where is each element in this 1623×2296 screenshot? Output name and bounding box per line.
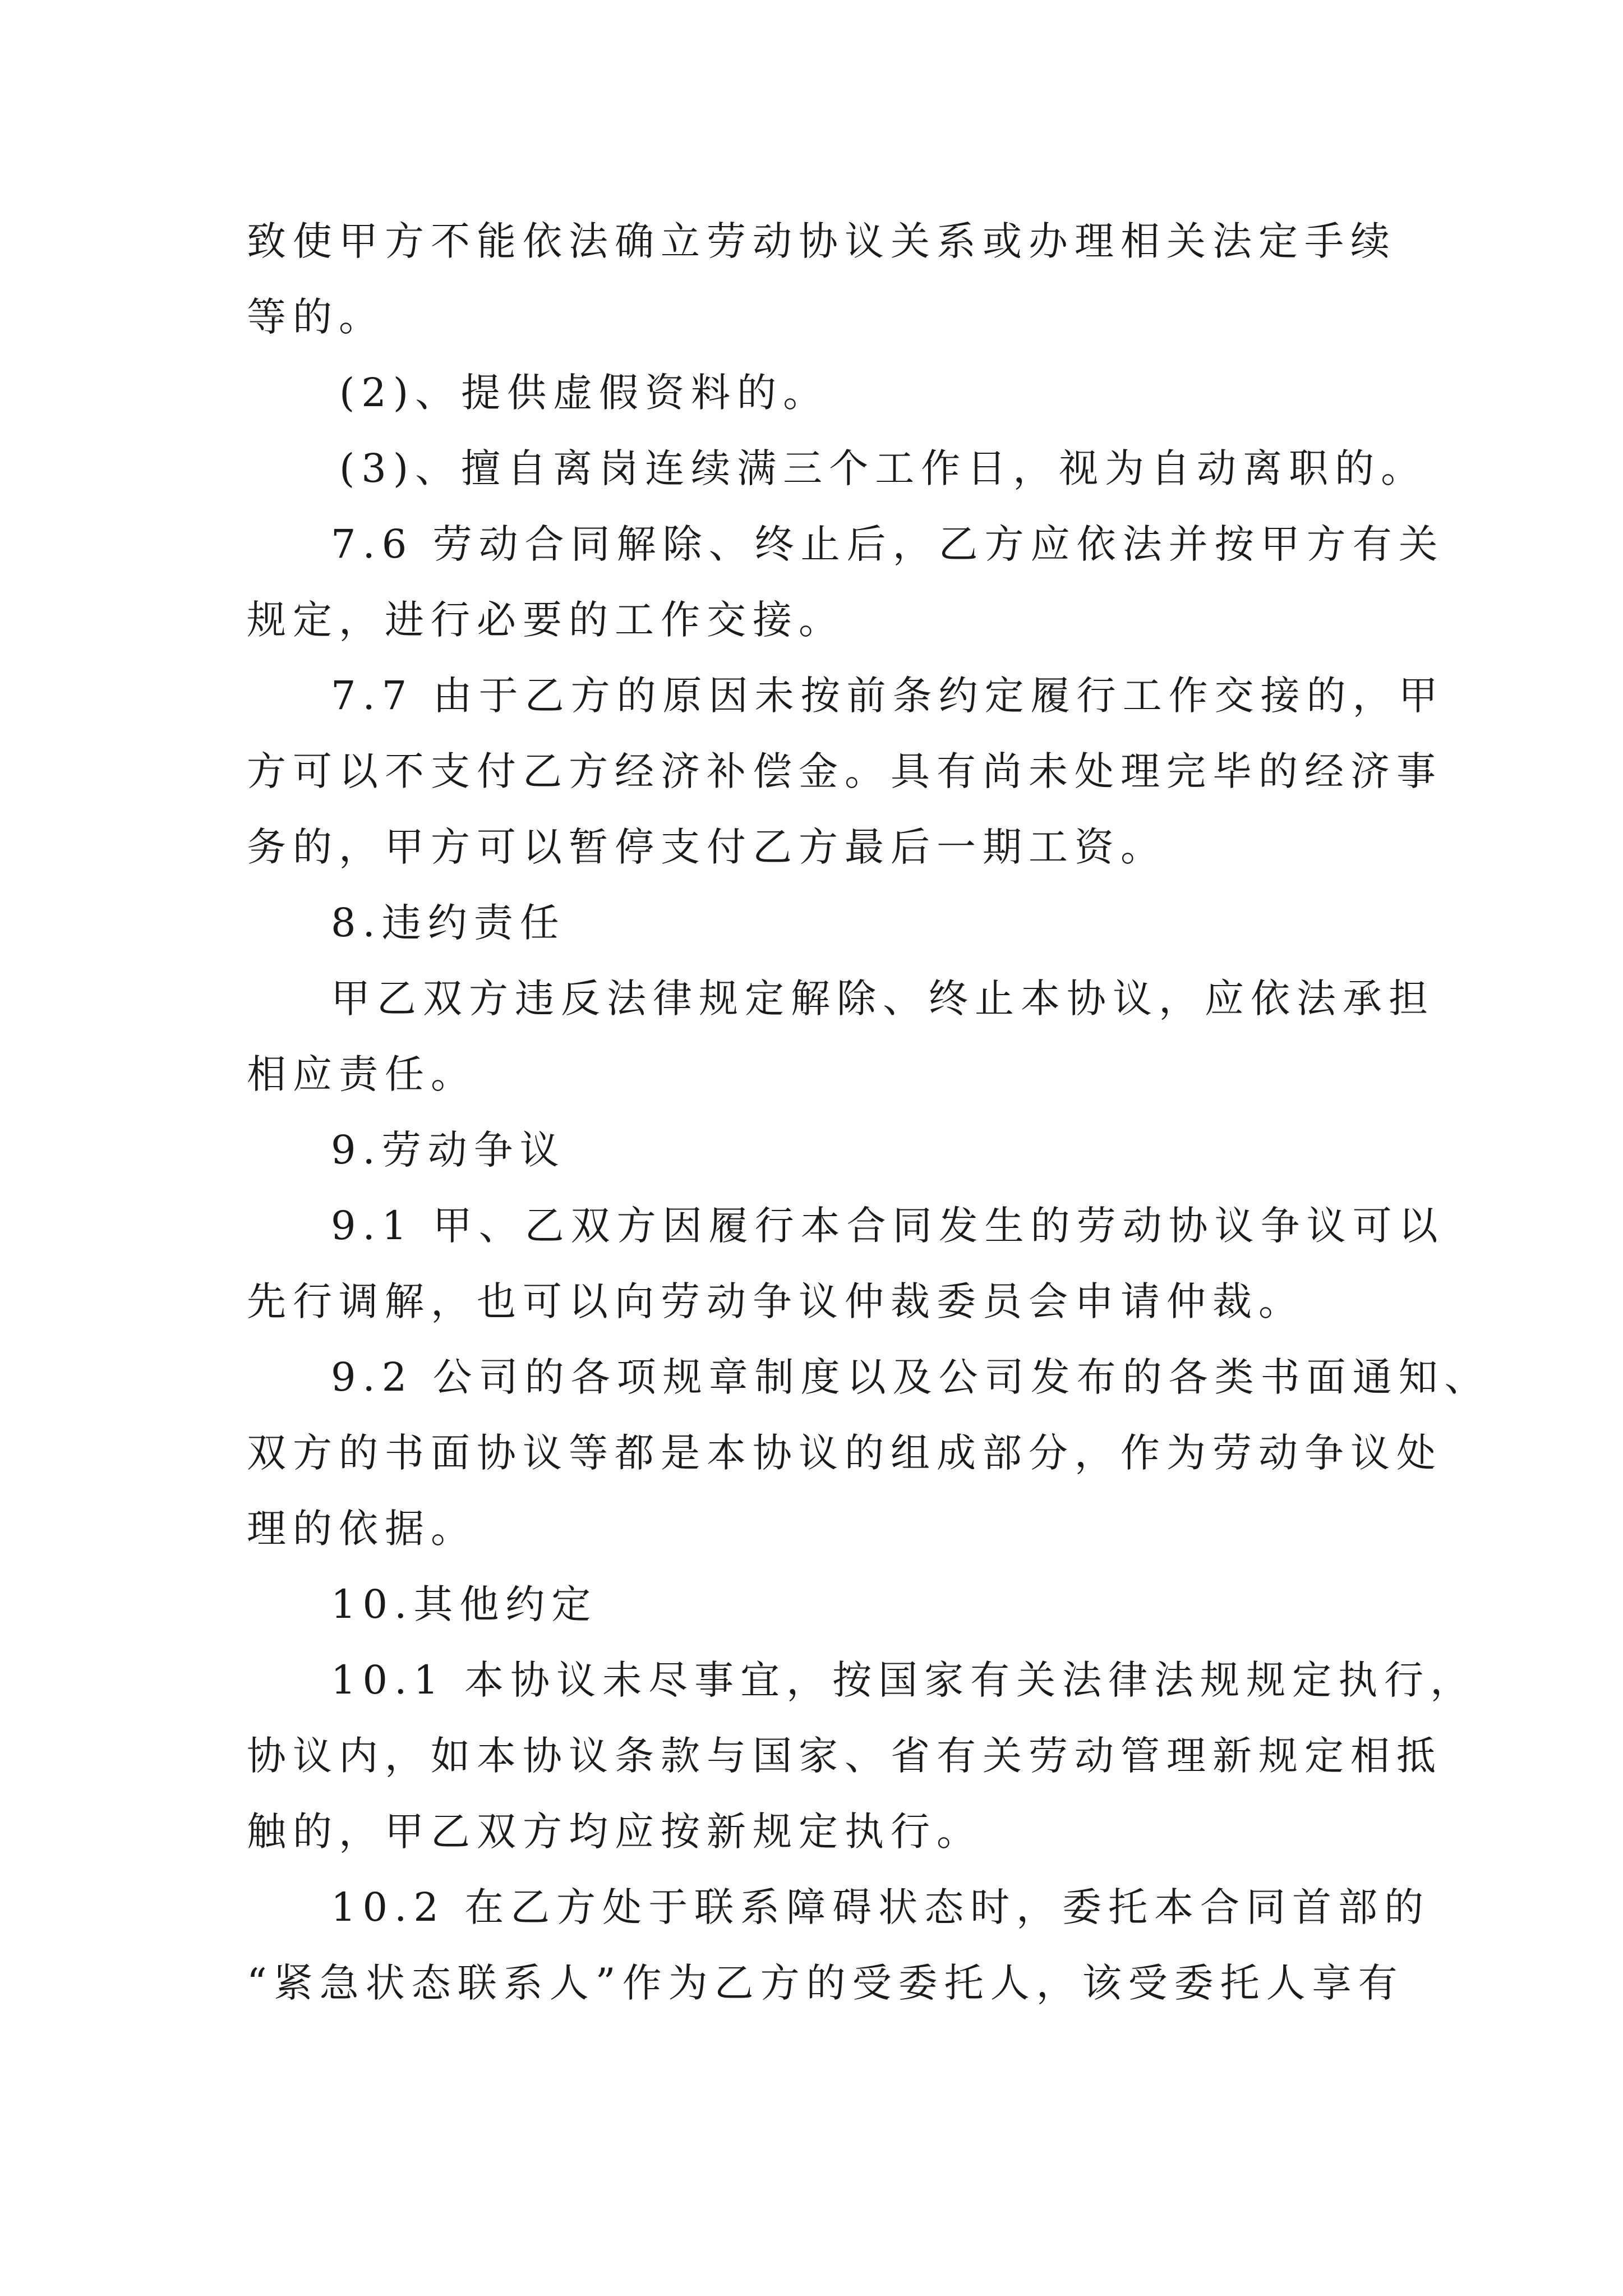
body-text-line: 相应责任。 (247, 1051, 477, 1097)
clause-9-2: 9.2 公司的各项规章制度以及公司发布的各类书面通知、 (331, 1354, 1491, 1400)
list-item-3: (3)、擅自离岗连续满三个工作日，视为自动离职的。 (339, 445, 1427, 491)
clause-10-1: 10.1 本协议未尽事宜，按国家有关法律法规规定执行， (331, 1657, 1477, 1703)
body-text-line: 甲乙双方违反法律规定解除、终止本协议，应依法承担 (331, 976, 1435, 1022)
clause-10-2: 10.2 在乙方处于联系障碍状态时，委托本合同首部的 (331, 1884, 1431, 1930)
body-text-line: “紧急状态联系人”作为乙方的受委托人，该受委托人享有 (247, 1960, 1404, 2006)
section-heading-9: 9.劳动争议 (331, 1127, 566, 1173)
body-text-line: 双方的书面协议等都是本协议的组成部分，作为劳动争议处 (247, 1430, 1442, 1476)
section-heading-10: 10.其他约定 (331, 1581, 598, 1627)
clause-7-6: 7.6 劳动合同解除、终止后，乙方应依法并按甲方有关 (331, 521, 1445, 567)
section-heading-8: 8.违约责任 (331, 900, 566, 946)
body-text-line: 致使甲方不能依法确立劳动协议关系或办理相关法定手续 (247, 218, 1396, 264)
body-text-line: 先行调解，也可以向劳动争议仲裁委员会申请仲裁。 (247, 1278, 1304, 1324)
body-text-line: 协议内，如本协议条款与国家、省有关劳动管理新规定相抵 (247, 1733, 1442, 1779)
body-text-line: 规定，进行必要的工作交接。 (247, 597, 845, 643)
body-text-line: 理的依据。 (247, 1506, 477, 1552)
body-text-line: 务的，甲方可以暂停支付乙方最后一期工资。 (247, 824, 1166, 870)
body-text-line: 方可以不支付乙方经济补偿金。具有尚未处理完毕的经济事 (247, 748, 1442, 794)
body-text-line: 触的，甲乙双方均应按新规定执行。 (247, 1809, 983, 1855)
list-item-2: (2)、提供虚假资料的。 (339, 370, 829, 416)
body-text-line: 等的。 (247, 294, 385, 340)
clause-7-7: 7.7 由于乙方的原因未按前条约定履行工作交接的，甲 (331, 673, 1445, 719)
clause-9-1: 9.1 甲、乙双方因履行本合同发生的劳动协议争议可以 (331, 1203, 1445, 1249)
